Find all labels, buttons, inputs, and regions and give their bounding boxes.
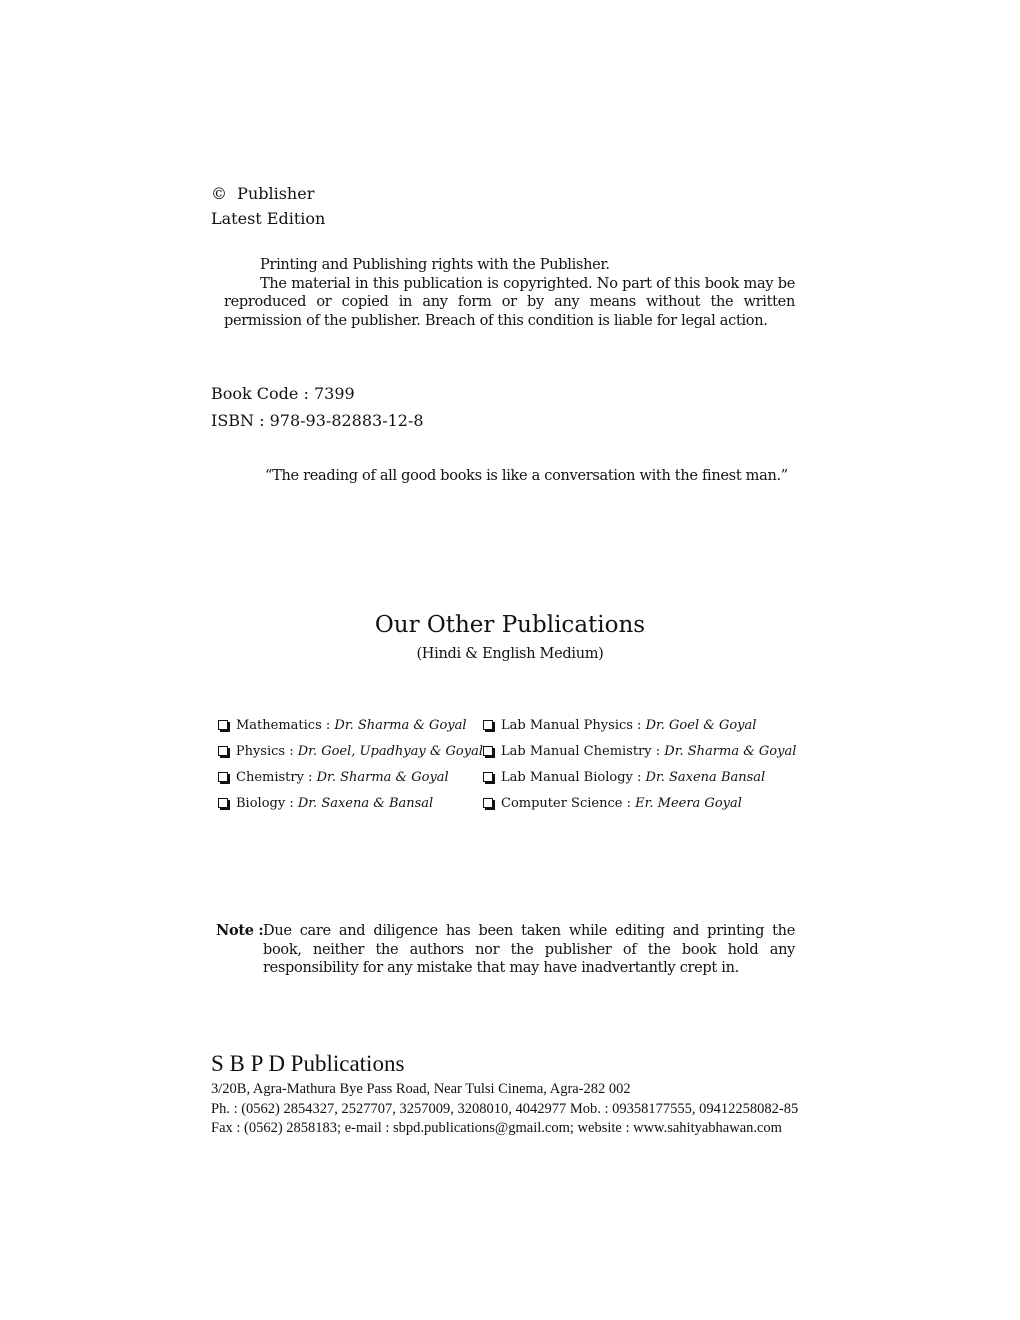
publications-subtitle: (Hindi & English Medium): [416, 646, 604, 662]
copyright-statement: The material in this publication is copyrighted. No part of this book may be reproduced or copied in any form or by any means without the written permission of the publisher. Breach of this condition is liable for legal action.: [224, 275, 795, 329]
checkbox-icon: [483, 772, 493, 782]
note-label: Note :: [216, 922, 264, 939]
subject: Lab Manual Biology :: [501, 769, 646, 785]
author: Dr. Saxena & Bansal: [297, 795, 434, 811]
author: Dr. Saxena Bansal: [645, 769, 766, 785]
list-item: [218, 742, 483, 760]
list-item: [483, 716, 813, 734]
checkbox-icon: [483, 746, 493, 756]
list-item: [218, 768, 483, 786]
rights-notice: [224, 256, 795, 330]
author: Dr. Sharma & Goyal: [334, 717, 467, 733]
note-text: Due care and diligence has been taken while editing and printing the book, neither the authors nor the publisher of the book hold any responsibility for any mistake that may have inadvertantly crept in.: [263, 923, 795, 976]
list-item: [483, 742, 813, 760]
subject: Mathematics :: [236, 717, 335, 733]
edition: Latest Edition: [211, 209, 326, 228]
publications-title: Our Other Publications: [374, 612, 646, 638]
publisher-name: S B P D Publications: [211, 1051, 405, 1076]
subject: Chemistry :: [236, 769, 317, 785]
checkbox-icon: [218, 746, 228, 756]
checkbox-icon: [218, 798, 228, 808]
author: Dr. Sharma & Goyal: [664, 743, 797, 759]
publisher-phone: Ph. : (0562) 2854327, 2527707, 3257009, 3208010, 4042977 Mob. : 09358177555, 09412258082-85: [211, 1101, 799, 1117]
checkbox-icon: [483, 798, 493, 808]
subject: Computer Science :: [501, 795, 636, 811]
checkbox-icon: [218, 772, 228, 782]
list-item: [483, 794, 813, 812]
checkbox-icon: [218, 720, 228, 730]
copyright-line: [211, 184, 314, 203]
author: Er. Meera Goyal: [635, 795, 742, 811]
subject: Physics :: [235, 743, 298, 759]
subject: Biology :: [236, 795, 298, 811]
copyright-icon: ©: [211, 184, 227, 203]
subject: Lab Manual Physics :: [501, 717, 646, 733]
isbn: ISBN : 978-93-82883-12-8: [211, 411, 424, 430]
publisher-address: 3/20B, Agra-Mathura Bye Pass Road, Near Tulsi Cinema, Agra-282 002: [211, 1081, 631, 1097]
publisher-contact: Fax : (0562) 2858183; e-mail : sbpd.publications@gmail.com; website : www.sahityabhawan.com: [211, 1120, 782, 1136]
list-item: [218, 716, 483, 734]
author: Dr. Sharma & Goyal: [316, 769, 449, 785]
author: Dr. Goel & Goyal: [645, 717, 757, 733]
publications-list: [218, 716, 813, 812]
book-code: Book Code : 7399: [211, 384, 355, 403]
list-item: [218, 794, 483, 812]
subject: Lab Manual Chemistry :: [501, 743, 665, 759]
author: Dr. Goel, Upadhyay & Goyal: [297, 743, 483, 759]
rights-line: Printing and Publishing rights with the Publisher.: [260, 257, 610, 273]
copyright-holder: Publisher: [237, 184, 315, 203]
disclaimer-note: [216, 922, 796, 976]
quote: “The reading of all good books is like a conversation with the finest man.”: [265, 468, 788, 484]
checkbox-icon: [483, 720, 493, 730]
list-item: [483, 768, 813, 786]
